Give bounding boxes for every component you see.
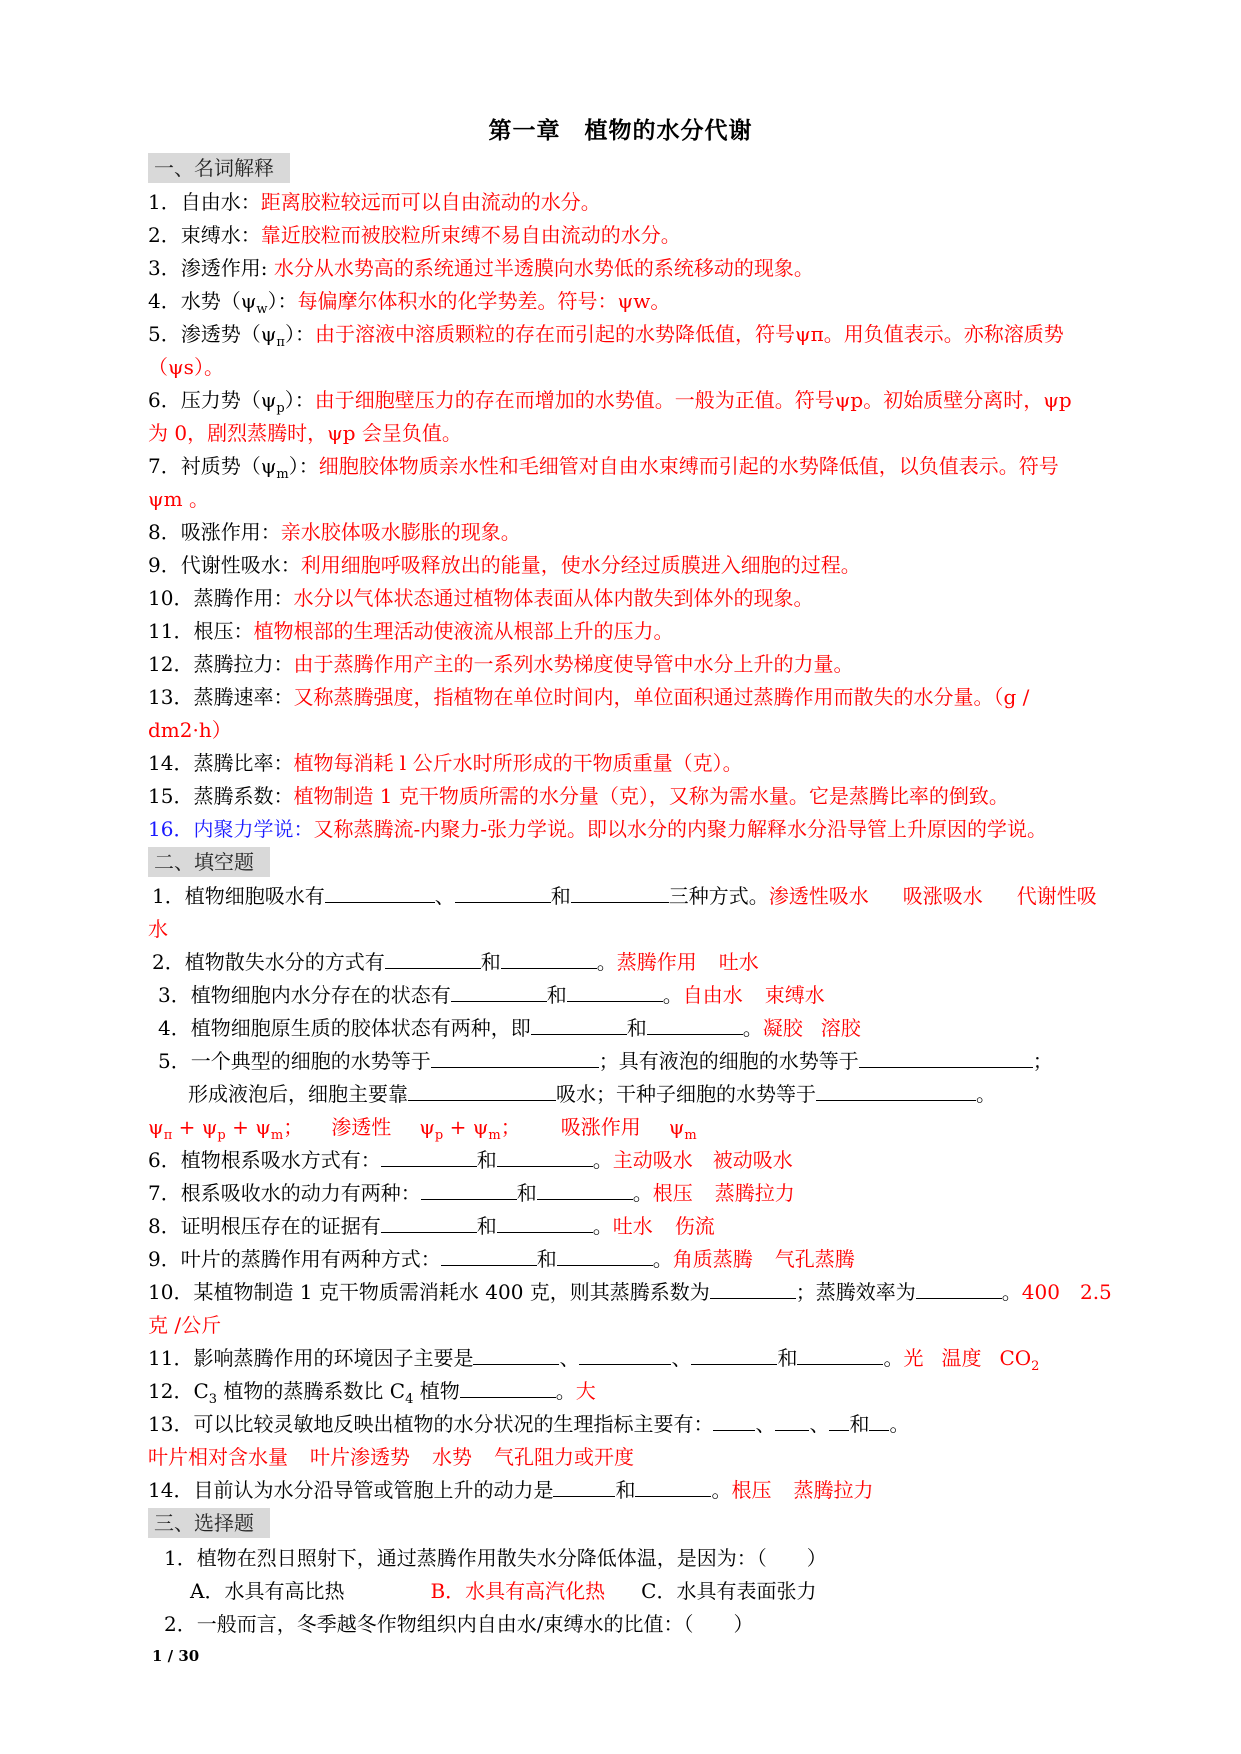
answer-blank	[421, 1177, 517, 1200]
answer-blank	[381, 1144, 477, 1167]
answer-blank	[797, 1342, 883, 1365]
answer-blank	[451, 979, 547, 1002]
term-item: 4．水势$(\psi_w)$：每偏摩尔体积水的化学势差。符号：ψw。	[148, 289, 671, 317]
term-item: 8．吸涨作用：亲水胶体吸水膨胀的现象。	[148, 520, 521, 544]
answer-blank	[635, 1474, 711, 1497]
answer-blank	[537, 1177, 633, 1200]
fill-answer: 叶片相对含水量 叶片渗透势 水势 气孔阻力或开度	[148, 1445, 634, 1469]
answer-blank	[455, 880, 551, 903]
answer-blank	[829, 1408, 849, 1431]
answer-blank	[710, 1276, 796, 1299]
answer-blank	[408, 1078, 556, 1101]
fill-question: 5．一个典型的细胞的水势等于 ；具有液泡的细胞的水势等于 ；	[158, 1045, 1168, 1077]
choice-options: A．水具有高比热 B．水具有高汽化热 C．水具有表面张力	[190, 1579, 817, 1603]
answer-blank	[431, 1045, 599, 1068]
fill-question: 4．植物细胞原生质的胶体状态有两种，即 和 。凝胶 溶胶	[158, 1012, 1168, 1044]
fill-question: 12．$C_3$ 植物的蒸腾系数比 $C_4$ 植物 。大	[148, 1375, 1158, 1407]
term-item-continued: ψm 。	[148, 487, 210, 511]
fill-question: 14．目前认为水分沿导管或管胞上升的动力是 和 。根压 蒸腾拉力	[148, 1474, 1158, 1506]
answer-blank	[816, 1078, 976, 1101]
term-item: 2．束缚水：靠近胶粒而被胶粒所束缚不易自由流动的水分。	[148, 223, 681, 247]
answer-blank	[385, 946, 481, 969]
fill-answer-continued: 克 /公斤	[148, 1313, 222, 1337]
fill-answer-continued: 水	[148, 917, 168, 941]
term-item: 16．内聚力学说：又称蒸腾流-内聚力-张力学说。即以水分的内聚力解释水分沿导管上升原因的学说。	[148, 817, 1047, 841]
fill-question: 8．证明根压存在的证据有 和 。吐水 伤流	[148, 1210, 1158, 1242]
answer-blank	[473, 1342, 559, 1365]
answer-blank	[567, 979, 663, 1002]
answer-blank	[497, 1210, 593, 1233]
fill-question: 13．可以比较灵敏地反映出植物的水分状况的生理指标主要有： 、 、 和 。	[148, 1408, 1158, 1440]
term-item: 5．渗透势$(\psi_\pi)$：由于溶液中溶质颗粒的存在而引起的水势降低值，符号ψπ。用负值表示。亦称溶质势	[148, 322, 1064, 350]
fill-question-continued: 形成液泡后，细胞主要靠 吸水；干种子细胞的水势等于 。	[188, 1078, 1198, 1110]
answer-blank	[571, 880, 669, 903]
section-heading-fill-blank: 二、填空题	[148, 847, 270, 877]
term-item: 7．衬质势$(\psi_m)$：细胞胶体物质亲水性和毛细管对自由水束缚而引起的水势降低值，以负值表示。符号	[148, 454, 1059, 482]
section-heading-choice: 三、选择题	[148, 1508, 270, 1538]
answer-blank	[869, 1408, 889, 1431]
answer-blank	[713, 1408, 755, 1431]
answer-blank	[557, 1243, 653, 1266]
fill-question: 3．植物细胞内水分存在的状态有 和 。自由水 束缚水	[158, 979, 1168, 1011]
page-number: 1 / 30	[152, 1647, 200, 1665]
term-item: 6．压力势$(\psi_p)$：由于细胞壁压力的存在而增加的水势值。一般为正值。符号ψp。初始质壁分离时，ψp	[148, 388, 1072, 416]
answer-blank	[441, 1243, 537, 1266]
fill-question: 2．植物散失水分的方式有 和 。蒸腾作用 吐水	[152, 946, 1162, 978]
answer-blank	[691, 1342, 777, 1365]
fill-question: 6．植物根系吸水方式有： 和 。主动吸水 被动吸水	[148, 1144, 1158, 1176]
answer-blank	[381, 1210, 477, 1233]
term-item: 9．代谢性吸水：利用细胞呼吸释放出的能量，使水分经过质膜进入细胞的过程。	[148, 553, 861, 577]
term-item: 13．蒸腾速率：又称蒸腾强度，指植物在单位时间内，单位面积通过蒸腾作用而散失的水分量。（g /	[148, 685, 1030, 709]
term-item: 15．蒸腾系数：植物制造 1 克干物质所需的水分量（克），又称为需水量。它是蒸腾比率的倒致。	[148, 784, 1009, 808]
fill-question: 1．植物细胞吸水有 、 和 三种方式。渗透性吸水 吸涨吸水 代谢性吸	[152, 880, 1162, 912]
term-item: 12．蒸腾拉力：由于蒸腾作用产主的一系列水势梯度使导管中水分上升的力量。	[148, 652, 854, 676]
term-item-continued: 为 0，剧烈蒸腾时，ψp 会呈负值。	[148, 421, 462, 445]
answer-blank	[579, 1342, 671, 1365]
answer-blank	[859, 1045, 1033, 1068]
chapter-title: 第一章 植物的水分代谢	[488, 117, 753, 144]
answer-blank	[501, 946, 597, 969]
fill-question: 11．影响蒸腾作用的环境因子主要是 、 、 和 。光 温度 $CO_2$	[148, 1342, 1158, 1374]
answer-blank	[647, 1012, 743, 1035]
answer-blank	[497, 1144, 593, 1167]
answer-blank	[325, 880, 435, 903]
choice-question: 1．植物在烈日照射下，通过蒸腾作用散失水分降低体温，是因为：（ ）	[164, 1546, 827, 1570]
term-item-continued: （ψs）。	[148, 355, 224, 379]
fill-question: 7．根系吸收水的动力有两种： 和 。根压 蒸腾拉力	[148, 1177, 1158, 1209]
choice-question: 2．一般而言，冬季越冬作物组织内自由水/束缚水的比值：（ ）	[164, 1612, 754, 1636]
section-heading-terms: 一、名词解释	[148, 153, 290, 183]
answer-blank	[531, 1012, 627, 1035]
answer-blank	[460, 1375, 556, 1398]
answer-blank	[553, 1474, 615, 1497]
answer-blank	[916, 1276, 1002, 1299]
fill-question: 9．叶片的蒸腾作用有两种方式： 和 。角质蒸腾 气孔蒸腾	[148, 1243, 1158, 1275]
answer-blank	[775, 1408, 809, 1431]
term-item: 1．自由水：距离胶粒较远而可以自由流动的水分。	[148, 190, 601, 214]
term-item-continued: dm2·h）	[148, 718, 232, 742]
term-item: 11．根压：植物根部的生理活动使液流从根部上升的压力。	[148, 619, 674, 643]
fill-answer: $\psi_\pi + \psi_p + \psi_m$； 渗透性 $\psi_p + \psi_m$； 吸涨作用 $\psi_m$	[148, 1115, 697, 1143]
term-item: 3．渗透作用: 水分从水势高的系统通过半透膜向水势低的系统移动的现象。	[148, 256, 814, 280]
term-item: 10．蒸腾作用：水分以气体状态通过植物体表面从体内散失到体外的现象。	[148, 586, 814, 610]
fill-question: 10．某植物制造 1 克干物质需消耗水 400 克，则其蒸腾系数为 ；蒸腾效率为 。400 2.5	[148, 1276, 1158, 1308]
term-item: 14．蒸腾比率：植物每消耗 l 公斤水时所形成的干物质重量（克）。	[148, 751, 743, 775]
